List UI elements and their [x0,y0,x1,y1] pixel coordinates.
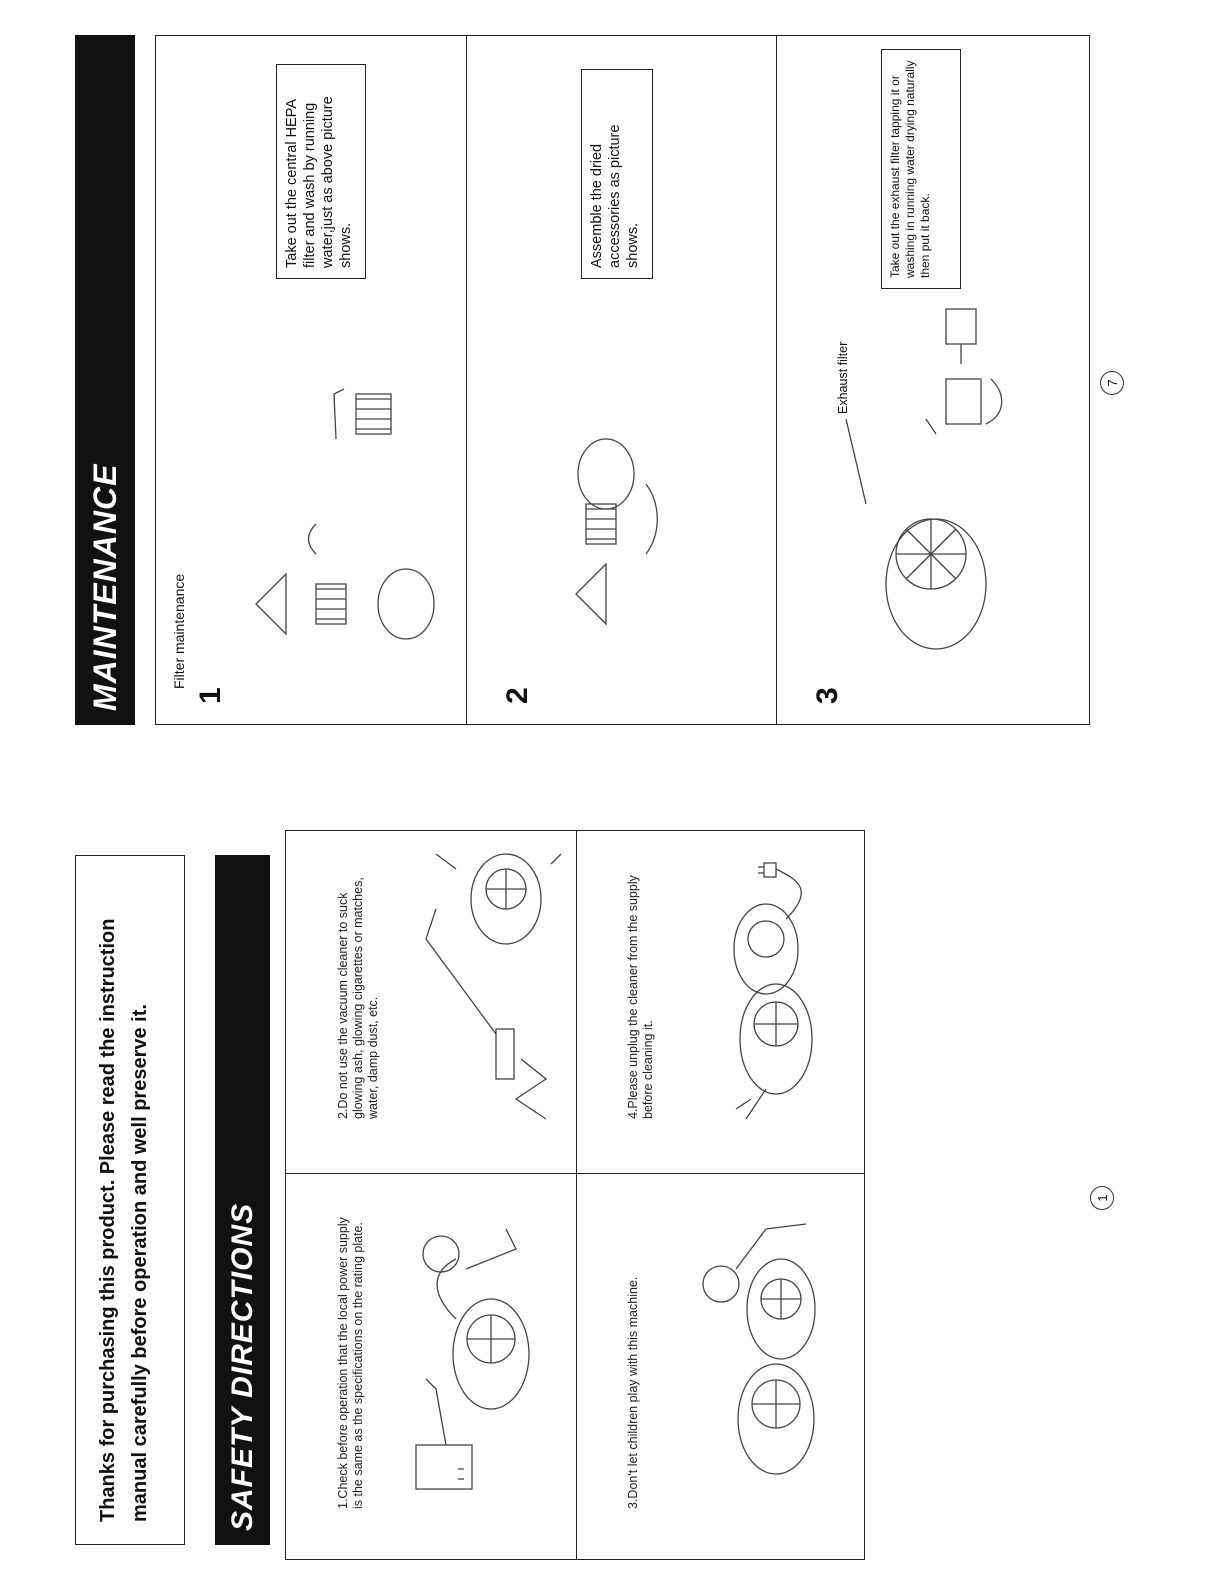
page-number-right: 7 [1100,371,1124,395]
grid-hline [576,831,577,1559]
maintenance-title: MAINTENANCE [86,463,123,711]
safety-banner [215,855,270,1545]
step-2-callout: Assemble the dried accessories as picture shows. [581,69,653,279]
illustration-unplug [676,849,846,1139]
step-3-number: 3 [811,687,844,704]
illustration-power-check [396,1219,566,1499]
safety-item-4: 4.Please unplug the cleaner from the supply before cleaning it. [626,875,655,1119]
safety-grid [285,830,865,1560]
illustration-exhaust-filter [826,284,1066,664]
illustration-no-ash [396,849,566,1139]
maintenance-banner [75,35,135,725]
safety-title: SAFETY DIRECTIONS [225,1202,259,1531]
filter-maintenance-label: Filter maintenance [171,573,187,689]
intro-text: Thanks for purchasing this product. Please read the instruction manual carefully before operation and well preserve it. [97,918,151,1522]
grid-vline [286,1173,864,1174]
illustration-hepa-filter [216,364,446,664]
intro-box [75,855,185,1545]
exhaust-filter-label: Exhaust filter [836,341,850,414]
safety-item-1: 1.Check before operation that the local power supply is the same as the specifications on the rating plate. [336,1217,365,1509]
illustration-assemble [526,364,756,664]
step-1-number: 1 [194,687,227,704]
step-1-callout: Take out the central HEPA filter and wash by running water,just as above picture shows. [276,64,366,279]
maintenance-frame [155,35,1090,725]
page-number-left: 1 [1090,1186,1114,1210]
section-divider-1 [466,36,467,724]
step-3-callout: Take out the exhaust filter tapping it or washing in running water drying naturally then put it back. [881,49,961,289]
section-divider-2 [776,36,777,724]
safety-item-3: 3.Don't let children play with this machine. [626,1276,640,1509]
step-2-number: 2 [501,687,534,704]
illustration-children [676,1209,846,1499]
safety-item-2: 2.Do not use the vacuum cleaner to suck glowing ash, glowing cigarettes or matches, water, damp dust, etc. [336,877,380,1119]
